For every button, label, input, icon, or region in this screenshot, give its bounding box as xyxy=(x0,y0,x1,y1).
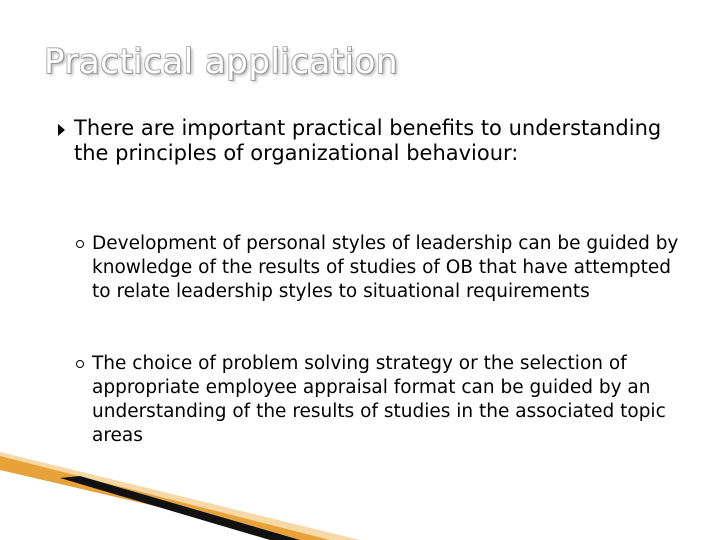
stripe-light xyxy=(0,452,360,540)
stripe-dark xyxy=(60,476,300,540)
triangle-bullet-icon xyxy=(58,124,65,136)
decorative-stripe xyxy=(0,440,720,540)
circle-bullet-icon xyxy=(76,240,84,248)
slide-title: Practical application xyxy=(44,42,399,82)
sub-bullet-2-text: The choice of problem solving strategy or the selection of appropriate employee appraisal format can be guided by an understanding of the results of studies in the associated topic areas xyxy=(92,353,666,446)
sub-bullet-1-text: Development of personal styles of leadership can be guided by knowledge of the results of studies of OB that have attempted to relate leadership styles to situational requirements xyxy=(92,233,679,302)
stripe-accent xyxy=(0,456,330,540)
circle-bullet-icon xyxy=(76,360,84,368)
bullet-main-text: There are important practical benefits to understanding the principles of organizational behaviour: xyxy=(74,116,662,165)
